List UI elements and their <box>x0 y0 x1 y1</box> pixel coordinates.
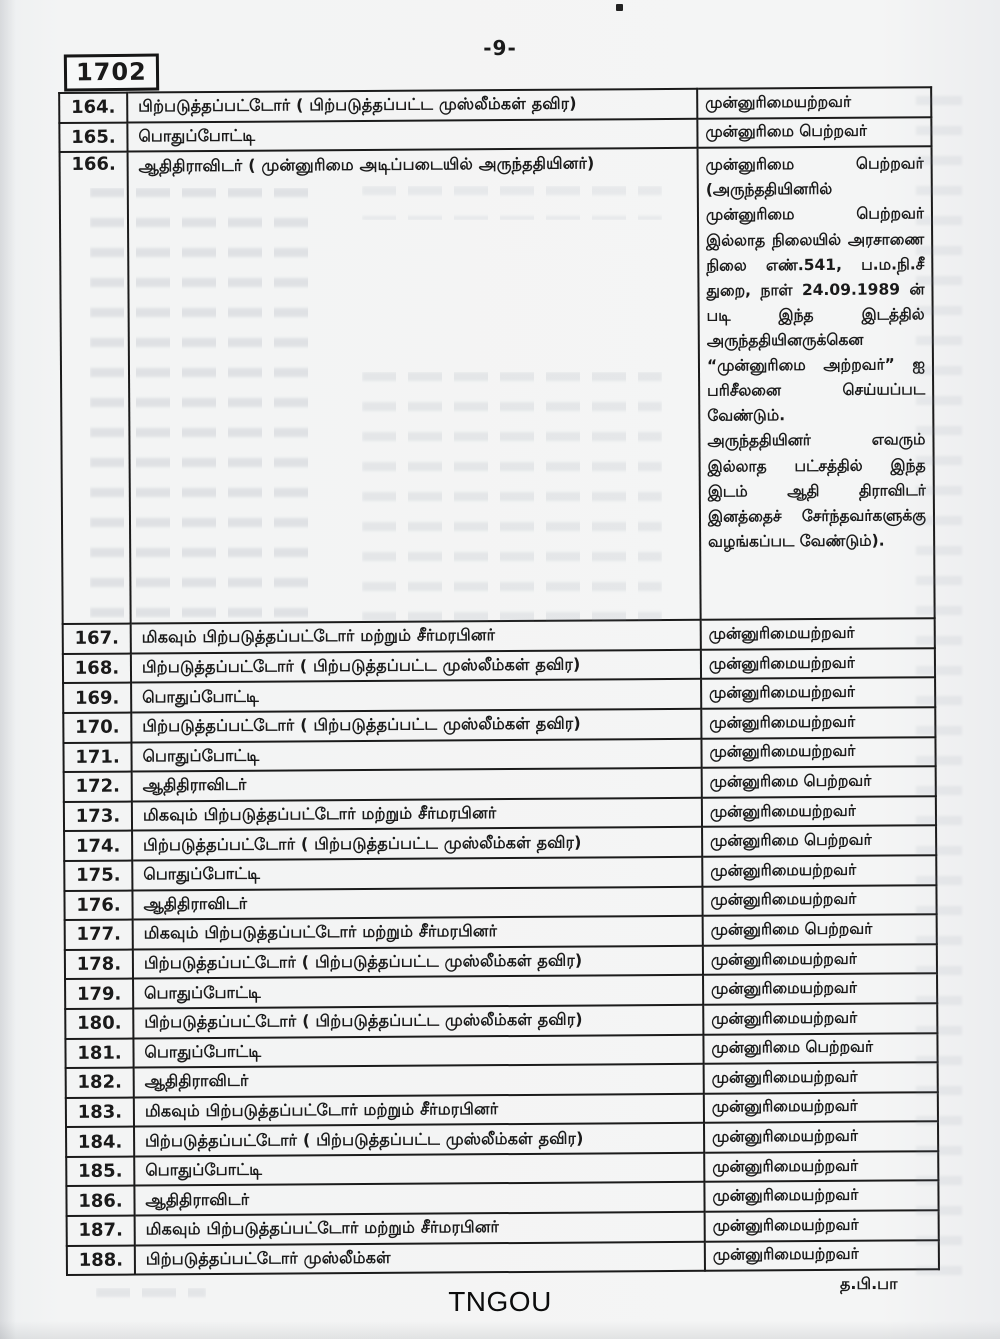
serial-number-cell: 170. <box>63 713 131 743</box>
priority-status-cell: முன்னுரிமை பெற்றவர் <box>703 914 937 945</box>
category-cell: பிற்படுத்தப்பட்டோர் ( பிற்படுத்தப்பட்ட முஸ்லீம்கள் தவிர) <box>127 89 697 122</box>
priority-status-cell: முன்னுரிமையற்றவர் <box>697 87 931 118</box>
priority-status-cell: முன்னுரிமையற்றவர் <box>705 1210 939 1241</box>
serial-number-cell: 171. <box>63 742 131 772</box>
serial-number-cell: 167. <box>63 624 131 654</box>
category-cell: பொதுப்போட்டி <box>132 857 702 890</box>
category-cell: பிற்படுத்தப்பட்டோர் ( பிற்படுத்தப்பட்ட முஸ்லீம்கள் தவிர) <box>134 1123 704 1156</box>
category-cell: ஆதிதிராவிடர் <box>132 886 702 919</box>
serial-number-cell: 168. <box>63 653 131 683</box>
serial-number-cell: 174. <box>64 831 132 861</box>
category-cell: மிகவும் பிற்படுத்தப்பட்டோர் மற்றும் சீர்மரபினர் <box>135 1212 705 1245</box>
category-cell: பிற்படுத்தப்பட்டோர் ( பிற்படுத்தப்பட்ட முஸ்லீம்கள் தவிர) <box>132 827 702 860</box>
category-cell: பொதுப்போட்டி <box>127 118 697 151</box>
priority-status-cell: முன்னுரிமை பெற்றவர் <box>697 117 931 148</box>
table-row <box>67 1240 939 1275</box>
category-cell: பிற்படுத்தப்பட்டோர் ( பிற்படுத்தப்பட்ட முஸ்லீம்கள் தவிர) <box>131 650 701 683</box>
priority-status-cell: முன்னுரிமையற்றவர் <box>704 1092 938 1123</box>
scan-speck <box>616 4 623 11</box>
serial-number-cell: 165. <box>59 122 127 152</box>
serial-number-cell: 185. <box>66 1156 134 1186</box>
reservation-roster-table <box>58 86 940 1276</box>
serial-number-cell: 175. <box>64 860 132 890</box>
table-row <box>60 146 935 624</box>
serial-number-cell: 176. <box>64 890 132 920</box>
category-cell: பொதுப்போட்டி <box>131 679 701 712</box>
category-cell: ஆதிதிராவிடர் <box>134 1182 704 1215</box>
priority-status-cell: முன்னுரிமையற்றவர் <box>704 1181 938 1212</box>
serial-number-cell: 188. <box>67 1245 135 1275</box>
category-cell: பிற்படுத்தப்பட்டோர் ( பிற்படுத்தப்பட்ட முஸ்லீம்கள் தவிர) <box>131 709 701 742</box>
serial-number-cell: 180. <box>65 1008 133 1038</box>
category-cell: ஆதிதிராவிடர் ( முன்னுரிமை அடிப்படையில் அருந்ததியினர்) <box>128 148 701 624</box>
table-rows <box>59 87 939 1275</box>
priority-status-cell: முன்னுரிமையற்றவர் <box>703 944 937 975</box>
watermark-tngou: TNGOU <box>448 1286 552 1317</box>
category-cell: பிற்படுத்தப்பட்டோர் முஸ்லீம்கள் <box>135 1241 705 1274</box>
serial-number-cell: 178. <box>65 949 133 979</box>
category-cell: பொதுப்போட்டி <box>134 1153 704 1186</box>
serial-number-cell: 166. <box>60 152 131 624</box>
serial-number-cell: 183. <box>66 1097 134 1127</box>
serial-number-cell: 187. <box>67 1216 135 1246</box>
serial-number-cell: 184. <box>66 1127 134 1157</box>
category-cell: ஆதிதிராவிடர் <box>134 1064 704 1097</box>
serial-number-cell: 179. <box>65 979 133 1009</box>
priority-status-cell: முன்னுரிமையற்றவர் <box>702 855 936 886</box>
serial-number-cell: 164. <box>59 93 127 123</box>
priority-status-cell: முன்னுரிமை பெற்றவர் <box>702 766 936 797</box>
category-cell: மிகவும் பிற்படுத்தப்பட்டோர் மற்றும் சீர்மரபினர் <box>134 1093 704 1126</box>
category-cell: மிகவும் பிற்படுத்தப்பட்டோர் மற்றும் சீர்மரபினர் <box>131 620 701 653</box>
priority-status-cell: முன்னுரிமையற்றவர் <box>703 1003 937 1034</box>
serial-number-cell: 173. <box>64 801 132 831</box>
priority-status-cell: முன்னுரிமை பெற்றவர் <box>702 826 936 857</box>
priority-status-cell: முன்னுரிமையற்றவர் <box>705 1240 939 1271</box>
category-cell: மிகவும் பிற்படுத்தப்பட்டோர் மற்றும் சீர்மரபினர் <box>132 798 702 831</box>
priority-status-cell: முன்னுரிமையற்றவர் <box>701 678 935 709</box>
category-cell: பிற்படுத்தப்பட்டோர் ( பிற்படுத்தப்பட்ட முஸ்லீம்கள் தவிர) <box>133 1005 703 1038</box>
category-cell: பொதுப்போட்டி <box>131 738 701 771</box>
priority-status-cell: முன்னுரிமையற்றவர் <box>704 1151 938 1182</box>
priority-status-cell: முன்னுரிமையற்றவர் <box>702 885 936 916</box>
serial-number-cell: 181. <box>65 1038 133 1068</box>
priority-status-cell: முன்னுரிமையற்றவர் <box>702 796 936 827</box>
serial-number-cell: 177. <box>65 920 133 950</box>
footer-initials: த.பி.பா <box>840 1274 898 1293</box>
serial-number-cell: 172. <box>64 772 132 802</box>
priority-status-cell: முன்னுரிமையற்றவர் <box>701 707 935 738</box>
priority-status-cell: முன்னுரிமையற்றவர் <box>701 648 935 679</box>
serial-number-cell: 182. <box>66 1068 134 1098</box>
category-cell: ஆதிதிராவிடர் <box>132 768 702 801</box>
priority-status-cell: முன்னுரிமை பெற்றவர் <box>703 1033 937 1064</box>
category-cell: மிகவும் பிற்படுத்தப்பட்டோர் மற்றும் சீர்மரபினர் <box>133 916 703 949</box>
category-cell: பொதுப்போட்டி <box>133 975 703 1008</box>
priority-status-cell: முன்னுரிமையற்றவர் <box>703 974 937 1005</box>
priority-status-cell: முன்னுரிமையற்றவர் <box>701 737 935 768</box>
page-number: -9- <box>483 36 517 60</box>
priority-status-cell: முன்னுரிமையற்றவர் <box>701 618 935 649</box>
category-cell: பிற்படுத்தப்பட்டோர் ( பிற்படுத்தப்பட்ட முஸ்லீம்கள் தவிர) <box>133 945 703 978</box>
priority-status-cell: முன்னுரிமை பெற்றவர் (அருந்ததியினரில் முன்னுரிமை பெற்றவர் இல்லாத நிலையில் அரசாணை நிலை எண்.541, ப.ம.நி.சீ துறை, நாள் 24.09.1989 ன் படி இந்த இடத்தில் அருந்ததியினருக்கென “முன்னுரிமை அற்றவர்” ஐ பரிசீலனை செய்யப்பட வேண்டும். அருந்ததியினர் எவரும் இல்லாத பட்சத்தில் இந்த இடம் ஆதி திராவிடர் இனத்தைச் சேர்ந்தவர்களுக்கு வழங்கப்பட வேண்டும்). <box>698 146 935 620</box>
stamp-number: 1702 <box>64 54 159 92</box>
priority-status-cell: முன்னுரிமையற்றவர் <box>704 1062 938 1093</box>
serial-number-cell: 186. <box>66 1186 134 1216</box>
category-cell: பொதுப்போட்டி <box>133 1034 703 1067</box>
serial-number-cell: 169. <box>63 683 131 713</box>
priority-status-cell: முன்னுரிமையற்றவர் <box>704 1121 938 1152</box>
